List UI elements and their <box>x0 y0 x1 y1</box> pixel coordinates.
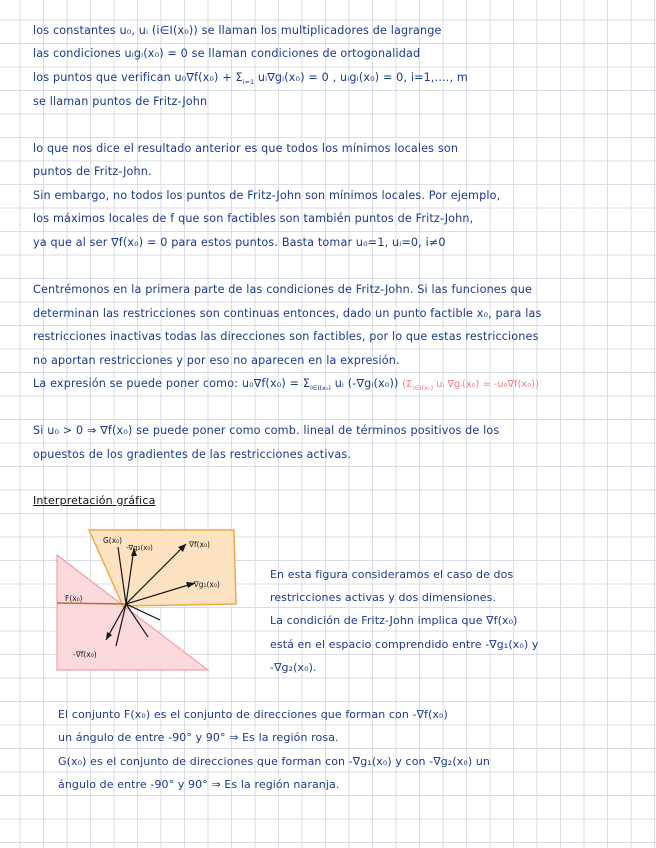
label-neg-grad-g2: -∇g₂(x₀) <box>126 544 153 552</box>
p2-line-5: ya que al ser ∇f(x₀) = 0 para estos puntos. Basta tomar u₀=1, uᵢ=0, i≠0 <box>33 236 446 249</box>
p1-sum-subscript: i=1 <box>242 78 255 86</box>
p3-line-5 <box>33 377 539 395</box>
section-heading: Interpretación gráfica <box>33 494 156 507</box>
p1-sum-symbol: Σ <box>235 71 243 84</box>
p1-line-4: se llaman puntos de Fritz-John <box>33 95 208 108</box>
p2-line-3: Sin embargo, no todos los puntos de Fritz-John son mínimos locales. Por ejemplo, <box>33 189 501 202</box>
p5-line-2: un ángulo de entre -90° y 90° ⇒ Es la región rosa. <box>58 731 339 744</box>
label-G: G(x₀) <box>103 536 123 545</box>
figure-note-3: La condición de Fritz-John implica que ∇f(x₀) <box>270 614 518 627</box>
p1-line-3 <box>33 71 468 89</box>
p3-pink-note <box>402 379 539 390</box>
label-grad-f: ∇f(x₀) <box>189 540 210 549</box>
p3-line-4: no aportan restricciones y por eso no aparecen en la expresión. <box>33 354 400 367</box>
p4-line-1: Si u₀ > 0 ⇒ ∇f(x₀) se puede poner como comb. lineal de términos positivos de los <box>33 424 500 437</box>
p3-pink-sum: Σ <box>406 379 413 390</box>
p1-line-3-start: los puntos que verifican u₀∇f(x₀) + <box>33 71 232 84</box>
p2-line-2: puntos de Fritz-John. <box>33 165 152 178</box>
p3-pink-sub: i∈I(x₀) <box>412 384 434 392</box>
p3-line-2: determinan las restricciones son continuas entonces, dado un punto factible x₀, para las <box>33 307 542 320</box>
p4-line-2: opuestos de los gradientes de las restricciones activas. <box>33 448 352 461</box>
figure-note-1: En esta figura consideramos el caso de dos <box>270 568 514 581</box>
p5-line-3: G(x₀) es el conjunto de direcciones que forman con -∇g₁(x₀) y con -∇g₂(x₀) un <box>58 755 490 768</box>
figure-note-4: está en el espacio comprendido entre -∇g₁(x₀) y <box>270 638 539 651</box>
p5-line-1: El conjunto F(x₀) es el conjunto de direcciones que forman con -∇f(x₀) <box>58 708 448 721</box>
p5-line-4: ángulo de entre -90° y 90° ⇒ Es la región naranja. <box>58 778 340 791</box>
figure-note-5: -∇g₂(x₀). <box>270 661 317 674</box>
p3-sum-subscript: i∈I(x₀) <box>310 384 331 392</box>
interpretation-figure <box>40 520 260 680</box>
p3-line-1: Centrémonos en la primera parte de las condiciones de Fritz-John. Si las funciones que <box>33 283 533 296</box>
label-F: F(x₀) <box>65 594 83 603</box>
p3-pink-open: ( <box>402 379 407 390</box>
p1-line-2: las condiciones uᵢgᵢ(x₀) = 0 se llaman condiciones de ortogonalidad <box>33 47 421 60</box>
p2-line-4: los máximos locales de f que son factibles son también puntos de Fritz-John, <box>33 212 474 225</box>
p2-line-1: lo que nos dice el resultado anterior es que todos los mínimos locales son <box>33 142 459 155</box>
figure-note-2: restricciones activas y dos dimensiones. <box>270 591 497 604</box>
p3-pink-end: uᵢ ∇gᵢ(x₀) = -u₀∇f(x₀)) <box>436 379 539 390</box>
p3-line-5-start: La expresión se puede poner como: u₀∇f(x₀) = <box>33 377 300 390</box>
p3-line-5-end: uᵢ (-∇gᵢ(x₀)) <box>334 377 399 390</box>
p1-line-1: los constantes u₀, uᵢ (i∈I(x₀)) se llaman los multiplicadores de lagrange <box>33 24 442 37</box>
p3-line-3: restricciones inactivas todas las direcciones son factibles, por lo que estas restricciones <box>33 330 539 343</box>
p3-sum-symbol: Σ <box>302 377 311 390</box>
label-neg-grad-f: -∇f(x₀) <box>73 650 97 659</box>
label-neg-grad-g1: -∇g₁(x₀) <box>191 580 220 589</box>
p1-line-3-end: uᵢ∇gᵢ(x₀) = 0 , uᵢgᵢ(x₀) = 0, i=1,...., m <box>257 71 468 84</box>
boundary-line <box>57 603 126 604</box>
